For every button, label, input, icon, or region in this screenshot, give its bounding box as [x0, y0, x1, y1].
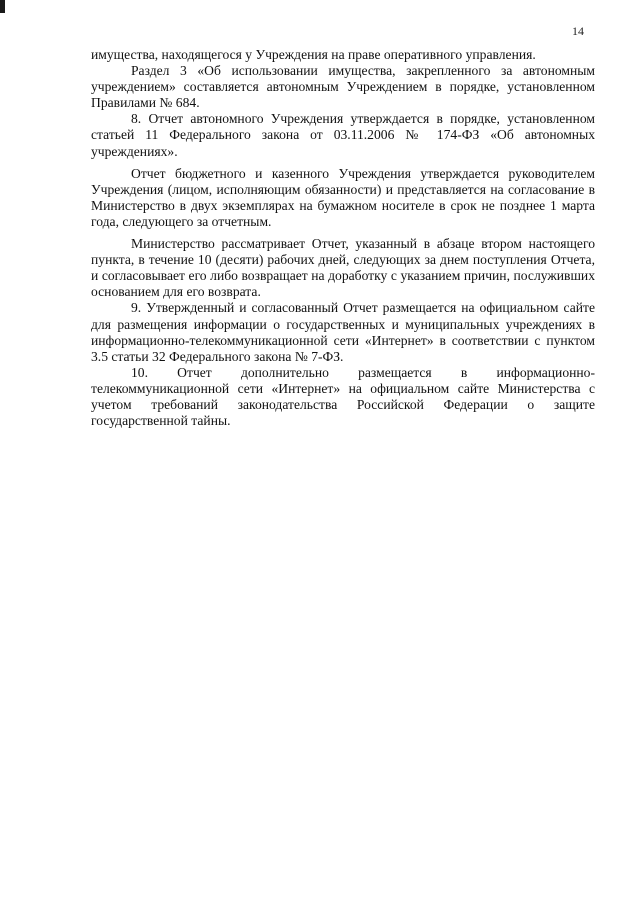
paragraph-continuation: имущества, находящегося у Учреждения на праве оперативного управления.	[91, 47, 536, 62]
scan-edge-mark	[0, 0, 5, 13]
paragraph-ministry-review: Министерство рассматривает Отчет, указанный в абзаце втором настоящего пункта, в течение 10 (десяти) рабочих дней, следующих за днем поступления Отчета, и согласовывает его либо возвращает на доработку с указанием причин, послуживших основанием для его возврата.	[91, 236, 595, 300]
paragraph-section-3: Раздел 3 «Об использовании имущества, закрепленного за автономным учреждением» составляется автономным Учреждением в порядке, установленном Правилами № 684.	[91, 63, 595, 111]
paragraph-budget-report: Отчет бюджетного и казенного Учреждения утверждается руководителем Учреждения (лицом, исполняющим обязанности) и представляется на согласование в Министерство в двух экземплярах на бумажном носителе в срок не позднее 1 марта года, следующего за отчетным.	[91, 165, 595, 229]
paragraph-item-8: 8. Отчет автономного Учреждения утверждается в порядке, установленном статьей 11 Федерального закона от 03.11.2006 № 174-ФЗ «Об автономных учреждениях».	[91, 111, 595, 159]
document-body	[91, 47, 595, 429]
page-number: 14	[572, 24, 584, 38]
paragraph-item-10: 10. Отчет дополнительно размещается в информационно-телекоммуникационной сети «Интернет» на официальном сайте Министерства с учетом требований законодательства Российской Федерации о защите государственной тайны.	[91, 364, 595, 429]
paragraph-item-9: 9. Утвержденный и согласованный Отчет размещается на официальном сайте для размещения информации о государственных и муниципальных учреждениях в информационно-телекоммуникационной сети «Интернет» в соответствии с пунктом 3.5 статьи 32 Федерального закона № 7-ФЗ.	[91, 300, 595, 364]
